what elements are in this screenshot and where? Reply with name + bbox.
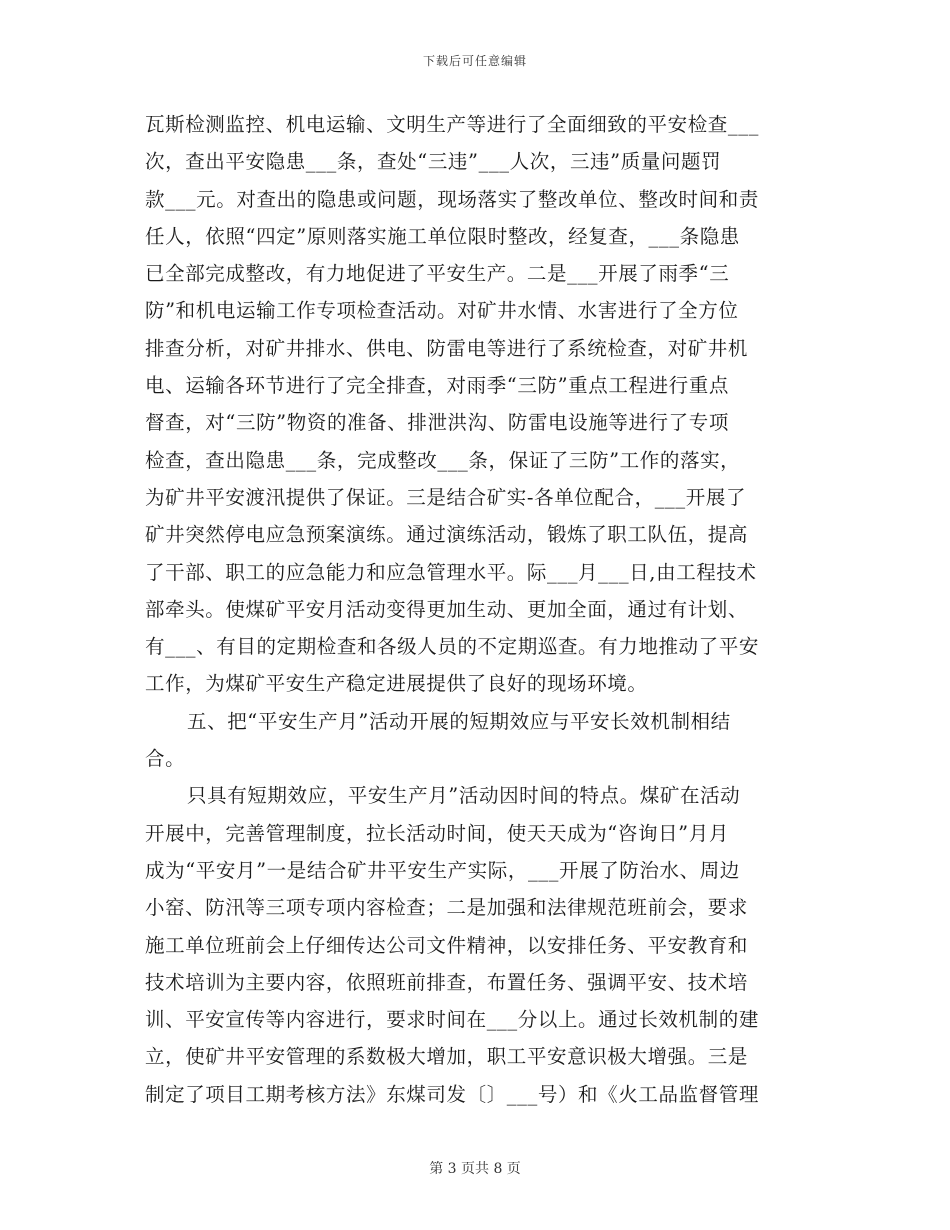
text-line: 任人，依照“四定”原则落实施工单位限时整改，经复查，___条隐患 (145, 224, 740, 248)
text-line: 检查，查出隐患___条，完成整改___条，保证了三防”工作的落实， (145, 448, 741, 472)
text-line: 成为“平安月”一是结合矿井平安生产实际，___开展了防治水、周边 (145, 858, 740, 882)
paragraph (145, 777, 810, 1113)
text-line: 技术培训为主要内容，依照班前排查，布置任务、强调平安、技术培 (145, 970, 749, 994)
text-line: 排查分析，对矿井排水、供电、防雷电等进行了系统检查，对矿井机 (145, 336, 749, 360)
text-line: 了干部、职工的应急能力和应急管理水平。际___月___日,由工程技术 (145, 560, 757, 584)
text-line: 督查，对“三防”物资的准备、排泄洪沟、防雷电设施等进行了专项 (145, 411, 729, 435)
text-line: 部牵头。使煤矿平安月活动变得更加生动、更加全面，通过有计划、 (145, 597, 749, 621)
paragraph (145, 703, 810, 778)
text-line: 合。 (145, 747, 186, 771)
text-line: 为矿井平安渡汛提供了保证。三是结合矿实-各单位配合，___开展了 (145, 485, 747, 509)
text-line: 有___、有目的定期检查和各级人员的不定期巡查。有力地推动了平安 (145, 635, 759, 659)
text-line: 小窑、防汛等三项专项内容检查；二是加强和法律规范班前会，要求 (145, 896, 749, 920)
text-line: 款___元。对查出的隐患或问题，现场落实了整改单位、整改时间和责 (145, 187, 759, 211)
text-line: 已全部完成整改，有力地促进了平安生产。二是___开展了雨季“三 (145, 262, 730, 286)
text-line: 工作，为煤矿平安生产稳定进展提供了良好的现场环境。 (145, 672, 648, 696)
text-line: 开展中，完善管理制度，拉长活动时间，使天天成为“咨询日”月月 (145, 821, 729, 845)
text-line: 只具有短期效应，平安生产月”活动因时间的特点。煤矿在活动 (187, 784, 741, 808)
text-line: 训、平安宣传等内容进行，要求时间在___分以上。通过长效机制的建 (145, 1008, 759, 1032)
text-line: 五、把“平安生产月”活动开展的短期效应与平安长效机制相结 (187, 709, 731, 733)
text-line: 施工单位班前会上仔细传达公司文件精神，以安排任务、平安教育和 (145, 933, 749, 957)
text-line: 立，使矿井平安管理的系数极大增加，职工平安意识极大增强。三是 (145, 1045, 749, 1069)
text-line: 电、运输各环节进行了完全排查，对雨季“三防”重点工程进行重点 (145, 374, 729, 398)
text-line: 矿井突然停电应急预案演练。通过演练活动，锻炼了职工队伍，提高 (145, 523, 749, 547)
text-line: 次，查出平安隐患___条，查处“三违”___人次，三违”质量问题罚 (145, 150, 722, 174)
text-line: 防”和机电运输工作专项检查活动。对矿井水情、水害进行了全方位 (145, 299, 739, 323)
text-line: 制定了项目工期考核方法》东煤司发〔〕___号）和《火工品监督管理 (145, 1082, 759, 1106)
document-body (145, 106, 810, 1113)
text-line: 瓦斯检测监控、机电运输、文明生产等进行了全面细致的平安检查___ (145, 113, 759, 136)
paragraph (145, 106, 810, 703)
page-number-footer: 第 3 页共 8 页 (429, 1161, 521, 1177)
page-header: 下载后可任意编辑 (422, 54, 527, 68)
